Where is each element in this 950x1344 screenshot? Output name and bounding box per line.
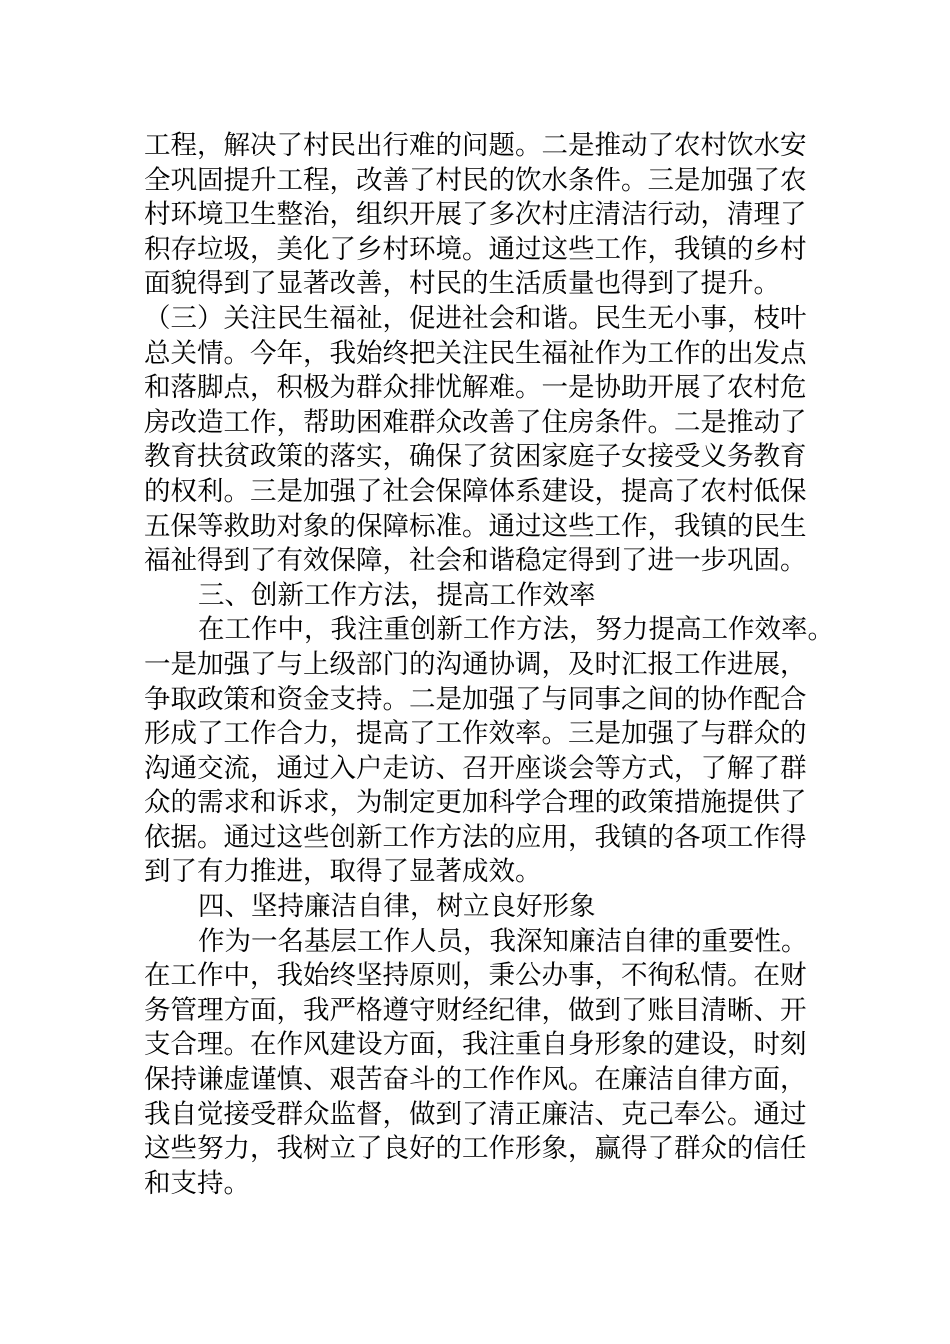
- text-line: 保持谦虚谨慎、艰苦奋斗的工作作风。在廉洁自律方面，: [144, 1064, 807, 1096]
- text-line: 总关情。今年，我始终把关注民生福祉作为工作的出发点: [144, 337, 807, 369]
- text-line: 房改造工作，帮助困难群众改善了住房条件。二是推动了: [144, 406, 807, 438]
- section-heading: 三、创新工作方法，提高工作效率: [198, 579, 596, 611]
- text-line: 沟通交流，通过入户走访、召开座谈会等方式，了解了群: [144, 752, 807, 784]
- text-line: 一是加强了与上级部门的沟通协调，及时汇报工作进展，: [144, 648, 807, 680]
- text-line: 在工作中，我注重创新工作方法，努力提高工作效率。: [198, 614, 834, 646]
- text-line: 这些努力，我树立了良好的工作形象，赢得了群众的信任: [144, 1133, 807, 1165]
- text-line: 村环境卫生整治，组织开展了多次村庄清洁行动，清理了: [144, 199, 807, 231]
- text-line: 作为一名基层工作人员，我深知廉洁自律的重要性。: [198, 925, 808, 957]
- text-line: 支合理。在作风建设方面，我注重自身形象的建设，时刻: [144, 1029, 807, 1061]
- text-line: 福祉得到了有效保障，社会和谐稳定得到了进一步巩固。: [144, 545, 807, 577]
- text-line: 积存垃圾，美化了乡村环境。通过这些工作，我镇的乡村: [144, 233, 807, 265]
- text-line: 到了有力推进，取得了显著成效。: [144, 856, 542, 888]
- text-line: 形成了工作合力，提高了工作效率。三是加强了与群众的: [144, 718, 807, 750]
- text-line: 教育扶贫政策的落实，确保了贫困家庭子女接受义务教育: [144, 441, 807, 473]
- text-line: 众的需求和诉求，为制定更加科学合理的政策措施提供了: [144, 787, 807, 819]
- text-line: 五保等救助对象的保障标准。通过这些工作，我镇的民生: [144, 510, 807, 542]
- text-line: 面貌得到了显著改善，村民的生活质量也得到了提升。: [144, 268, 780, 300]
- text-line: 和落脚点，积极为群众排忧解难。一是协助开展了农村危: [144, 372, 807, 404]
- text-line: 全巩固提升工程，改善了村民的饮水条件。三是加强了农: [144, 164, 807, 196]
- text-line: 我自觉接受群众监督，做到了清正廉洁、克己奉公。通过: [144, 1098, 807, 1130]
- text-line: 工程，解决了村民出行难的问题。二是推动了农村饮水安: [144, 130, 807, 161]
- document-body: [144, 129, 834, 1201]
- text-line: （三）关注民生福祉，促进社会和谐。民生无小事，枝叶: [144, 302, 807, 334]
- text-line: 争取政策和资金支持。二是加强了与同事之间的协作配合: [144, 683, 807, 715]
- text-line: 的权利。三是加强了社会保障体系建设，提高了农村低保: [144, 475, 807, 507]
- text-line: 在工作中，我始终坚持原则，秉公办事，不徇私情。在财: [144, 960, 807, 992]
- section-heading: 四、坚持廉洁自律，树立良好形象: [198, 891, 596, 923]
- text-line: 和支持。: [144, 1167, 250, 1199]
- text-line: 务管理方面，我严格遵守财经纪律，做到了账目清晰、开: [144, 994, 807, 1026]
- text-line: 依据。通过这些创新工作方法的应用，我镇的各项工作得: [144, 821, 807, 853]
